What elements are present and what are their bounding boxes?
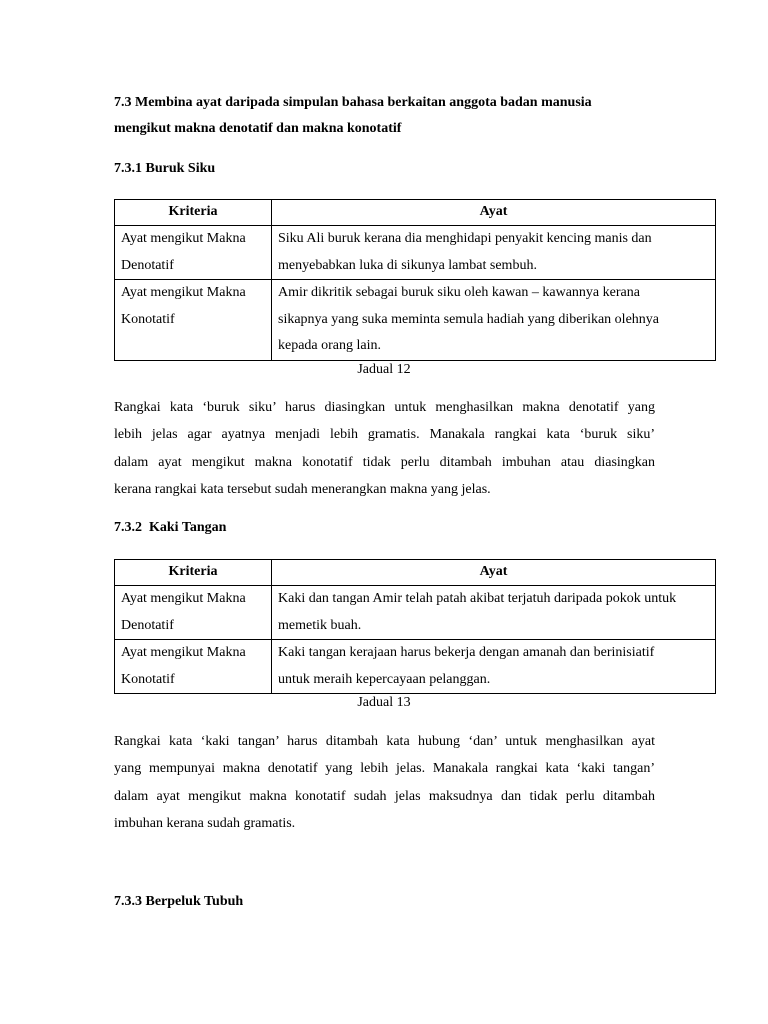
table-row	[115, 226, 716, 280]
column-header-ayat: Ayat	[272, 200, 716, 226]
cell-ayat	[272, 586, 716, 640]
cell-text-line: Denotatif	[121, 257, 174, 273]
section-title-line-1: 7.3 Membina ayat daripada simpulan bahasa berkaitan anggota badan manusia	[114, 95, 592, 110]
cell-text-line: Ayat mengikut Makna	[121, 231, 246, 246]
cell-text-line: Siku Ali buruk kerana dia menghidapi penyakit kencing manis dan	[278, 231, 652, 246]
column-header-kriteria: Kriteria	[115, 560, 272, 586]
paragraph-line: dalam ayat mengikut makna konotatif sudah jelas maksudnya dan tidak perlu ditambah	[114, 788, 655, 804]
subsection-heading-kaki-tangan: 7.3.2 Kaki Tangan	[114, 520, 227, 535]
cell-text-line: Ayat mengikut Makna	[121, 285, 246, 300]
cell-text-line: Konotatif	[121, 671, 175, 687]
section-title	[114, 90, 674, 142]
column-header-ayat: Ayat	[272, 560, 716, 586]
cell-text-line: Denotatif	[121, 617, 174, 633]
cell-text-line: Ayat mengikut Makna	[121, 591, 246, 606]
paragraph-line: lebih jelas agar ayatnya menjadi lebih gramatis. Manakala rangkai kata ‘buruk siku’	[114, 427, 655, 443]
table-caption-jadual-12: Jadual 12	[357, 362, 411, 377]
cell-kriteria	[115, 226, 272, 280]
column-header-kriteria: Kriteria	[115, 200, 272, 226]
cell-ayat	[272, 226, 716, 280]
cell-text-line: untuk meraih kepercayaan pelanggan.	[278, 671, 491, 687]
paragraph-buruk-siku	[114, 394, 655, 503]
cell-text-line: Kaki tangan kerajaan harus bekerja dengan amanah dan berinisiatif	[278, 645, 655, 660]
paragraph-line: kerana rangkai kata tersebut sudah menerangkan makna yang jelas.	[114, 481, 491, 497]
paragraph-line: Rangkai kata ‘buruk siku’ harus diasingkan untuk menghasilkan makna denotatif yang	[114, 400, 655, 415]
cell-text-line: Amir dikritik sebagai buruk siku oleh kawan – kawannya kerana	[278, 285, 640, 300]
cell-text-line: Konotatif	[121, 311, 175, 327]
table-caption-jadual-13: Jadual 13	[357, 695, 411, 710]
cell-text-line: menyebabkan luka di sikunya lambat sembuh.	[278, 257, 537, 273]
subsection-heading-berpeluk-tubuh: 7.3.3 Berpeluk Tubuh	[114, 894, 244, 909]
cell-text-line: Ayat mengikut Makna	[121, 645, 246, 660]
paragraph-line: imbuhan kerana sudah gramatis.	[114, 815, 296, 831]
table-row	[115, 586, 716, 640]
table-header-row	[115, 200, 716, 226]
cell-text-line: sikapnya yang suka meminta semula hadiah yang diberikan olehnya	[278, 311, 660, 327]
paragraph-kaki-tangan	[114, 728, 655, 837]
paragraph-line: Rangkai kata ‘kaki tangan’ harus ditambah kata hubung ‘dan’ untuk menghasilkan ayat	[114, 734, 655, 749]
cell-kriteria	[115, 280, 272, 361]
paragraph-line: yang mempunyai makna denotatif yang lebih jelas. Manakala rangkai kata ‘kaki tangan’	[114, 761, 655, 777]
table-header-row	[115, 560, 716, 586]
cell-text-line: Kaki dan tangan Amir telah patah akibat terjatuh daripada pokok untuk	[278, 591, 677, 606]
cell-text-line: kepada orang lain.	[278, 338, 382, 353]
table-kaki-tangan	[114, 559, 716, 694]
section-title-line-2: mengikut makna denotatif dan makna konotatif	[114, 121, 402, 136]
cell-ayat	[272, 640, 716, 694]
table-buruk-siku	[114, 199, 716, 361]
subsection-heading-buruk-siku: 7.3.1 Buruk Siku	[114, 161, 216, 176]
cell-ayat	[272, 280, 716, 361]
paragraph-line: dalam ayat mengikut makna konotatif tidak perlu ditambah imbuhan atau diasingkan	[114, 454, 655, 470]
cell-text-line: memetik buah.	[278, 617, 362, 633]
cell-kriteria	[115, 640, 272, 694]
table-row	[115, 280, 716, 361]
cell-kriteria	[115, 586, 272, 640]
table-row	[115, 640, 716, 694]
